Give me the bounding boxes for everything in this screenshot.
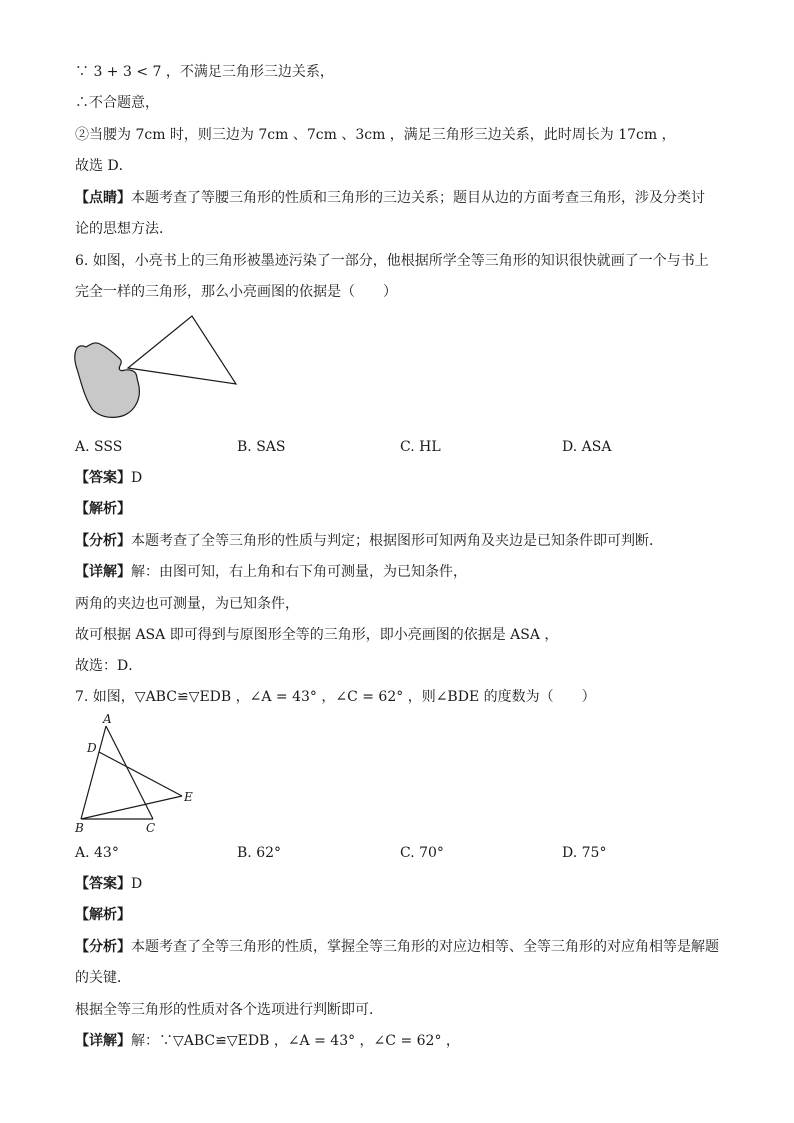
q6-figure [74,314,239,422]
text-line: 两角的夹边也可测量，为已知条件， [75,596,299,612]
q7-analysis [75,937,719,957]
text-line: ②当腰为 7cm 时，则三边为 7cm 、7cm 、3cm ，满足三角形三边关系，此时周长为 17cm ， [75,127,676,143]
text-line: ∵ 3 + 3 < 7 ，不满足三角形三边关系， [75,64,334,80]
segment-be [81,796,182,819]
q7-option-b: B. 62° [237,845,282,861]
dianjing-tag: 【点睛】 [75,190,131,206]
answer-tag: 【答案】 [75,876,131,892]
solution-tag: 【详解】 [75,564,131,580]
dianjing-text: 本题考查了等腰三角形的性质和三角形的三边关系；题目从边的方面考查三角形，涉及分类讨 [131,190,705,206]
q7-solution [75,1031,460,1051]
text-line: 根据全等三角形的性质对各个选项进行判断即可． [75,1002,383,1018]
q7-option-a: A. 43° [75,845,119,861]
q7-answer [75,874,142,894]
text-line: 故选：D． [75,658,143,674]
analysis-text: 本题考查了全等三角形的性质与判定；根据图形可知两角及夹边是已知条件即可判断． [131,533,663,549]
q7-option-c: C. 70° [400,845,444,861]
text-line: 论的思想方法． [75,221,173,237]
q7-option-d: D. 75° [562,845,607,861]
label-d: D [87,741,97,755]
answer-tag: 【答案】 [75,470,131,486]
text-line: 故选 D． [75,158,133,174]
segment-de [99,752,182,796]
analysis-tag: 【分析】 [75,533,131,549]
question-7-stem: 7. 如图，▽ABC≌▽EDB ，∠A = 43° ，∠C = 62° ，则∠BDE 的度数为（ ） [75,689,596,705]
text-line: 的关键． [75,970,131,986]
label-c: C [146,821,156,835]
q6-option-b: B. SAS [237,439,286,455]
analysis-tag: 【分析】 [75,939,131,955]
solution-tag: 【详解】 [75,1033,131,1049]
answer-value: D [131,470,143,486]
text-line [75,188,705,208]
question-6-stem-2: 完全一样的三角形，那么小亮画图的依据是（ ） [75,284,397,300]
label-b: B [75,821,84,835]
text-line: ∴不合题意， [75,95,159,111]
q6-triangle [128,316,236,384]
q6-answer [75,468,142,488]
solution-text: 解：∵▽ABC≌▽EDB ，∠A = 43° ，∠C = 62° ， [131,1033,460,1049]
text-line: 故可根据 ASA 即可得到与原图形全等的三角形，即小亮画图的依据是 ASA ， [75,627,559,643]
q6-analysis [75,531,663,551]
jiexi-tag: 【解析】 [75,501,131,517]
q6-option-a: A. SSS [75,439,123,455]
ink-blot [75,343,140,417]
q6-option-c: C. HL [400,439,441,455]
segment-ab [81,726,106,819]
jiexi-tag: 【解析】 [75,907,131,923]
answer-value: D [131,876,143,892]
q7-figure [70,712,200,836]
solution-text: 解：由图可知，右上角和右下角可测量，为已知条件， [131,564,467,580]
analysis-text: 本题考查了全等三角形的性质，掌握全等三角形的对应边相等、全等三角形的对应角相等是解题 [131,939,719,955]
q6-solution [75,562,467,582]
label-e: E [184,790,193,804]
question-6-stem: 6. 如图，小亮书上的三角形被墨迹污染了一部分，他根据所学全等三角形的知识很快就画了一个与书上 [75,253,709,269]
q6-option-d: D. ASA [562,439,612,455]
segment-ac [106,726,153,819]
label-a: A [103,712,112,726]
